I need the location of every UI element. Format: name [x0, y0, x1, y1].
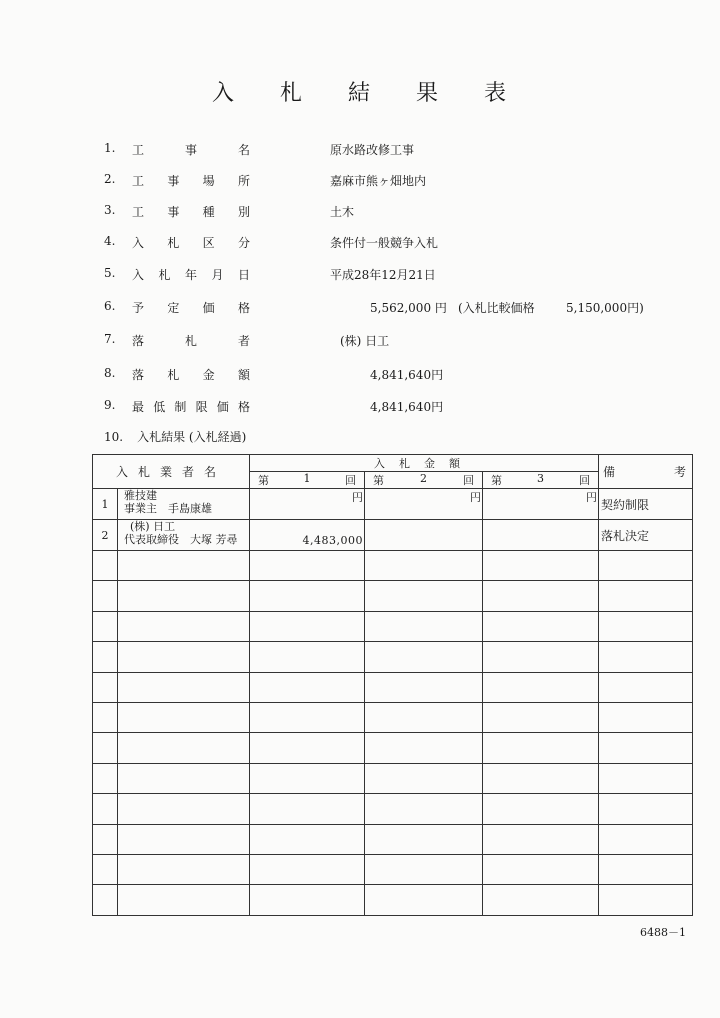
empty-cell: [365, 703, 483, 733]
empty-cell: [118, 703, 250, 733]
empty-cell: [483, 794, 599, 824]
empty-cell: [599, 703, 693, 733]
field-label-char: 入: [132, 268, 145, 282]
bid-amount-cell: [365, 489, 483, 520]
round-header: [483, 472, 599, 489]
empty-cell: [483, 855, 599, 885]
info-row: [0, 172, 720, 194]
empty-cell: [250, 581, 365, 611]
field-label-char: 事: [167, 174, 180, 188]
yen-unit: 円: [586, 491, 598, 504]
empty-cell: [93, 885, 118, 916]
bid-results-table: [92, 454, 693, 916]
empty-cell: [599, 885, 693, 916]
field-label: [132, 203, 250, 220]
empty-cell: [365, 855, 483, 885]
table-row: [93, 489, 693, 520]
field-label-char: 区: [202, 236, 215, 250]
field-label-char: 落: [132, 334, 145, 348]
field-label: [132, 332, 250, 349]
field-number: 3.: [104, 203, 116, 217]
empty-cell: [250, 763, 365, 793]
empty-cell: [365, 794, 483, 824]
bid-amount-header: 入札金額: [250, 455, 599, 472]
empty-cell: [250, 611, 365, 641]
bidder-representative: 代表取締役 大塚 芳尋: [124, 533, 238, 546]
field-label: [132, 266, 250, 283]
field-label-char: 年: [184, 268, 197, 282]
bidder-company: (株) 日工: [130, 520, 176, 533]
empty-cell: [250, 885, 365, 916]
empty-row: [93, 855, 693, 885]
empty-cell: [118, 642, 250, 672]
title-char: 札: [279, 81, 304, 106]
empty-cell: [118, 581, 250, 611]
remarks-header-char: 考: [674, 465, 687, 479]
empty-row: [93, 611, 693, 641]
field-number: 4.: [104, 234, 116, 248]
bidder-representative: 事業主 手島康雄: [124, 502, 212, 515]
field-label-char: 定: [167, 301, 180, 315]
field-label-char: 事: [184, 143, 197, 157]
remarks-header: [599, 455, 693, 489]
round-header-char: 回: [345, 474, 357, 487]
info-row: [0, 332, 720, 354]
field-label: [132, 398, 250, 415]
empty-row: [93, 733, 693, 763]
field-label-char: 日: [237, 268, 250, 282]
yen-unit: 円: [470, 491, 482, 504]
field-label-char: 別: [237, 205, 250, 219]
bidder-company: 雅技建: [124, 489, 157, 502]
field-label-char: 名: [237, 143, 250, 157]
empty-cell: [599, 855, 693, 885]
info-row: [0, 203, 720, 225]
empty-cell: [365, 733, 483, 763]
empty-cell: [93, 581, 118, 611]
empty-cell: [365, 611, 483, 641]
empty-cell: [483, 885, 599, 916]
field-label-char: 札: [167, 368, 180, 382]
empty-cell: [250, 672, 365, 702]
field-value: 原水路改修工事: [330, 143, 415, 157]
field-label: [132, 141, 250, 158]
empty-cell: [365, 885, 483, 916]
field-label: [132, 234, 250, 251]
field-value: 4,841,640円: [370, 400, 444, 414]
empty-cell: [365, 642, 483, 672]
empty-cell: [365, 763, 483, 793]
field-label-char: 限: [195, 400, 208, 414]
bidder-cell: [118, 489, 250, 520]
field-label-char: 者: [237, 334, 250, 348]
empty-cell: [250, 642, 365, 672]
empty-cell: [365, 551, 483, 581]
bidder-cell: [118, 520, 250, 551]
field-value: 嘉麻市熊ヶ畑地内: [330, 174, 427, 188]
empty-cell: [483, 763, 599, 793]
empty-row: [93, 824, 693, 854]
round-header-char: 第: [491, 474, 503, 487]
field-label-char: 金: [202, 368, 215, 382]
empty-cell: [118, 611, 250, 641]
empty-cell: [599, 794, 693, 824]
empty-cell: [93, 551, 118, 581]
bid-result-heading: [104, 428, 246, 445]
round-header-char: 回: [579, 474, 591, 487]
field-label-char: 札: [167, 236, 180, 250]
field-label-char: 分: [237, 236, 250, 250]
empty-cell: [93, 794, 118, 824]
empty-cell: [483, 551, 599, 581]
field-number: 10.: [104, 430, 124, 444]
field-value: 土木: [330, 205, 355, 219]
round-header-char: 2: [420, 472, 428, 485]
empty-cell: [250, 551, 365, 581]
empty-cell: [93, 672, 118, 702]
empty-cell: [250, 824, 365, 854]
field-number: 2.: [104, 172, 116, 186]
field-label-char: 工: [132, 174, 145, 188]
empty-cell: [483, 824, 599, 854]
round-header-char: 回: [463, 474, 475, 487]
empty-row: [93, 551, 693, 581]
info-row: [0, 234, 720, 256]
empty-cell: [250, 703, 365, 733]
field-label-char: 工: [132, 143, 145, 157]
field-label: [132, 366, 250, 383]
field-label-char: 価: [216, 400, 229, 414]
empty-cell: [599, 581, 693, 611]
field-label-char: 額: [237, 368, 250, 382]
row-index: 2: [93, 520, 118, 551]
empty-cell: [93, 703, 118, 733]
field-number: 8.: [104, 366, 116, 380]
empty-cell: [599, 672, 693, 702]
round-header: [365, 472, 483, 489]
empty-cell: [483, 581, 599, 611]
round-header-char: 1: [303, 472, 311, 485]
field-label-char: 種: [202, 205, 215, 219]
remarks-cell: 契約制限: [599, 489, 693, 520]
bid-amount: 4,483,000: [302, 534, 364, 547]
empty-row: [93, 672, 693, 702]
bid-amount-cell: [250, 520, 365, 551]
field-label-char: 低: [153, 400, 166, 414]
field-label-char: 札: [158, 268, 171, 282]
empty-cell: [118, 551, 250, 581]
field-label: 入札結果 (入札経過): [137, 430, 247, 444]
empty-cell: [599, 763, 693, 793]
document-title: [0, 76, 720, 107]
empty-cell: [483, 733, 599, 763]
bid-amount-cell: [365, 520, 483, 551]
empty-cell: [118, 794, 250, 824]
field-label-char: 格: [237, 400, 250, 414]
field-label-char: 場: [202, 174, 215, 188]
empty-cell: [93, 855, 118, 885]
empty-cell: [93, 611, 118, 641]
field-label-char: 落: [132, 368, 145, 382]
bid-amount-cell: [483, 489, 599, 520]
page-number: 6488－1: [640, 926, 686, 939]
field-label-char: 入: [132, 236, 145, 250]
round-header: [250, 472, 365, 489]
field-label-char: 月: [211, 268, 224, 282]
field-label-char: 最: [132, 400, 145, 414]
remarks-cell: 落札決定: [599, 520, 693, 551]
title-char: 表: [484, 81, 509, 106]
bid-amount-cell: [483, 520, 599, 551]
empty-row: [93, 703, 693, 733]
field-label-char: 予: [132, 301, 145, 315]
empty-cell: [483, 642, 599, 672]
empty-cell: [250, 733, 365, 763]
empty-row: [93, 642, 693, 672]
field-value: 平成28年12月21日: [330, 268, 436, 282]
row-index: 1: [93, 489, 118, 520]
field-value: (株) 日工: [340, 334, 390, 348]
empty-row: [93, 794, 693, 824]
empty-cell: [365, 672, 483, 702]
field-value: 条件付一般競争入札: [330, 236, 439, 250]
empty-cell: [483, 611, 599, 641]
info-row: [0, 141, 720, 163]
field-label-char: 札: [184, 334, 197, 348]
empty-cell: [599, 733, 693, 763]
empty-cell: [118, 763, 250, 793]
info-row: [0, 266, 720, 288]
empty-cell: [483, 703, 599, 733]
field-number: 6.: [104, 299, 116, 313]
info-row: [0, 398, 720, 420]
empty-row: [93, 885, 693, 916]
title-char: 果: [416, 81, 441, 106]
field-value: 4,841,640円: [370, 368, 444, 382]
empty-cell: [93, 733, 118, 763]
bid-amount-cell: [250, 489, 365, 520]
empty-cell: [365, 824, 483, 854]
empty-cell: [93, 642, 118, 672]
info-row: [0, 366, 720, 388]
empty-row: [93, 581, 693, 611]
field-number: 5.: [104, 266, 116, 280]
remarks-header-char: 備: [603, 465, 616, 479]
empty-cell: [118, 855, 250, 885]
table-row: [93, 520, 693, 551]
field-number: 9.: [104, 398, 116, 412]
field-label-char: 制: [174, 400, 187, 414]
field-label: [132, 172, 250, 189]
empty-cell: [118, 885, 250, 916]
field-value: 5,562,000 円: [370, 301, 447, 315]
empty-cell: [118, 733, 250, 763]
empty-cell: [599, 551, 693, 581]
title-char: 結: [347, 81, 372, 106]
empty-cell: [93, 763, 118, 793]
bidder-name-header: 入札業者名: [93, 455, 250, 489]
round-header-char: 第: [258, 474, 270, 487]
info-row: [0, 299, 720, 321]
empty-cell: [93, 824, 118, 854]
comparison-price-value: 5,150,000円): [566, 301, 644, 315]
empty-cell: [250, 794, 365, 824]
empty-cell: [118, 824, 250, 854]
empty-cell: [250, 855, 365, 885]
round-header-char: 3: [537, 472, 545, 485]
empty-cell: [599, 611, 693, 641]
field-label-char: 格: [237, 301, 250, 315]
empty-cell: [599, 642, 693, 672]
field-label: [132, 299, 250, 316]
field-number: 1.: [104, 141, 116, 155]
field-number: 7.: [104, 332, 116, 346]
empty-cell: [118, 672, 250, 702]
title-char: 入: [211, 81, 236, 106]
empty-cell: [483, 672, 599, 702]
field-label-char: 工: [132, 205, 145, 219]
empty-cell: [599, 824, 693, 854]
comparison-price-label: (入札比較価格: [458, 301, 535, 315]
round-header-char: 第: [373, 474, 385, 487]
empty-row: [93, 763, 693, 793]
field-label-char: 所: [237, 174, 250, 188]
field-label-char: 価: [202, 301, 215, 315]
empty-cell: [365, 581, 483, 611]
yen-unit: 円: [352, 491, 364, 504]
field-label-char: 事: [167, 205, 180, 219]
